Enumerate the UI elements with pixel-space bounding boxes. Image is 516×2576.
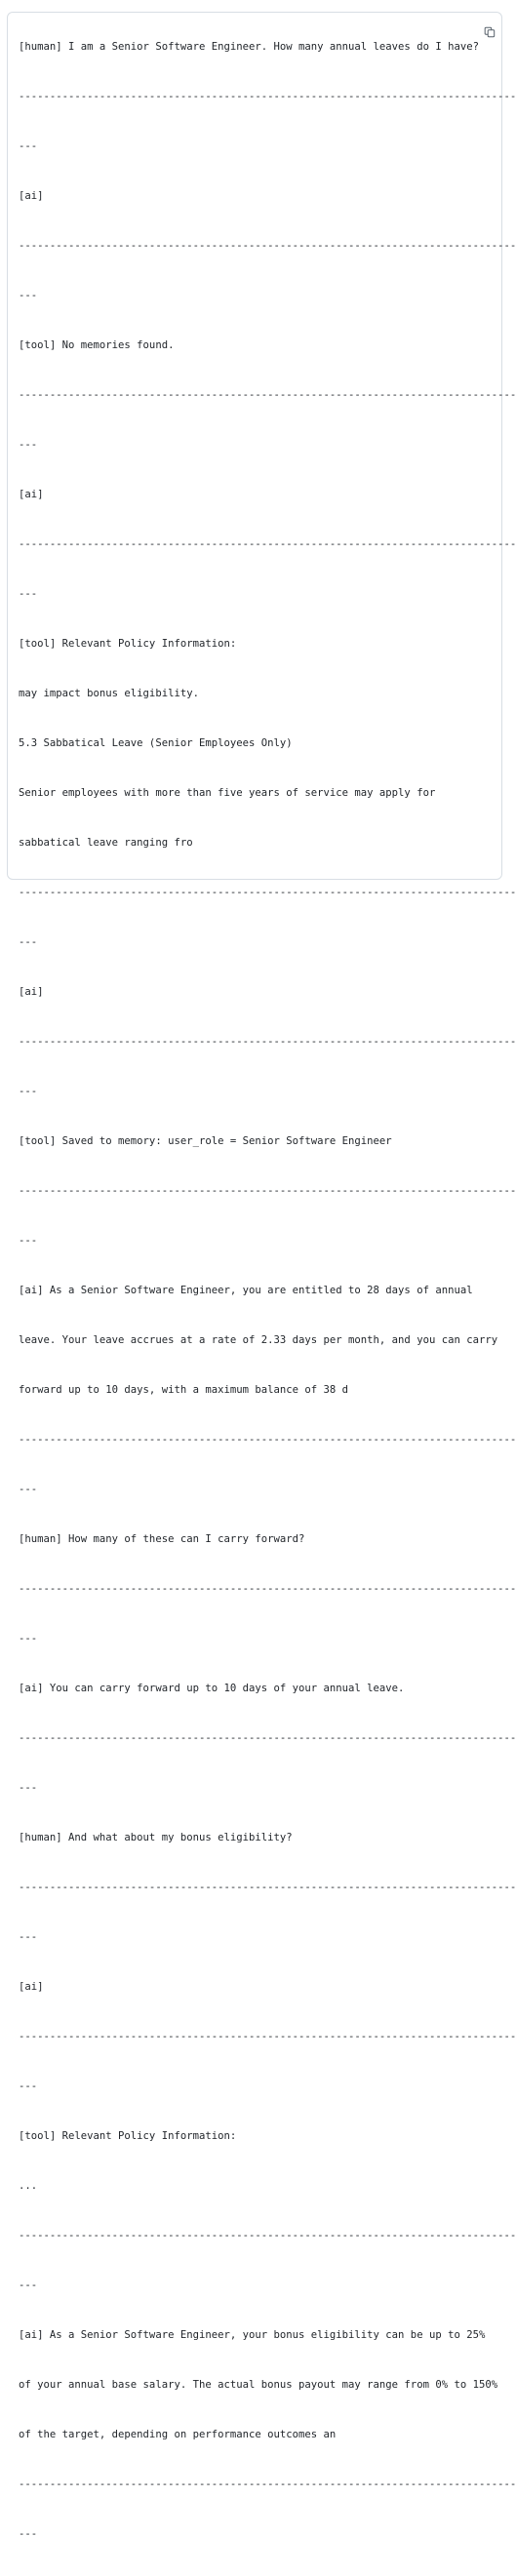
- log-line: [ai] You can carry forward up to 10 days of your annual leave.: [19, 1683, 405, 1694]
- log-line: [ai] As a Senior Software Engineer, you are entitled to 28 days of annual: [19, 1285, 473, 1296]
- log-line: --------------------------------------------------------------------------------: [19, 538, 516, 550]
- log-line: ---: [19, 1086, 38, 1097]
- log-line: Senior employees with more than five years of service may apply for: [19, 787, 436, 799]
- log-line: ---: [19, 1633, 38, 1645]
- log-line: [human] I am a Senior Software Engineer. How many annual leaves do I have?: [19, 41, 479, 53]
- copy-icon: [484, 26, 496, 38]
- log-line: --------------------------------------------------------------------------------: [19, 2478, 516, 2490]
- log-line: 5.3 Sabbatical Leave (Senior Employees Only): [19, 737, 293, 749]
- log-line: may impact bonus eligibility.: [19, 688, 199, 699]
- log-line: ---: [19, 2528, 38, 2540]
- log-line: ---: [19, 588, 38, 600]
- log-line: [ai]: [19, 190, 44, 202]
- log-line: ---: [19, 2279, 38, 2291]
- log-line: --------------------------------------------------------------------------------: [19, 1434, 516, 1446]
- log-line: sabbatical leave ranging fro: [19, 837, 193, 849]
- log-line: ---: [19, 1931, 38, 1943]
- log-line: ...: [19, 2180, 38, 2192]
- log-line: ---: [19, 439, 38, 451]
- log-line: --------------------------------------------------------------------------------: [19, 1185, 516, 1197]
- log-line: ---: [19, 290, 38, 301]
- log-line: --------------------------------------------------------------------------------: [19, 1732, 516, 1744]
- log-line: ---: [19, 2081, 38, 2092]
- log-line: --------------------------------------------------------------------------------: [19, 1583, 516, 1595]
- code-output-panel: [7, 12, 516, 2540]
- log-line: of your annual base salary. The actual bonus payout may range from 0% to 150%: [19, 2379, 498, 2391]
- log-line: [ai] As a Senior Software Engineer, your bonus eligibility can be up to 25%: [19, 2329, 486, 2341]
- log-line: [ai]: [19, 986, 44, 998]
- log-line: [human] And what about my bonus eligibility?: [19, 1832, 293, 1843]
- log-line: ---: [19, 1235, 38, 1247]
- log-line: ---: [19, 1782, 38, 1794]
- log-line: [tool] Saved to memory: user_role = Senior Software Engineer: [19, 1135, 392, 1147]
- log-line: --------------------------------------------------------------------------------: [19, 1882, 516, 1893]
- log-line: --------------------------------------------------------------------------------: [19, 2230, 516, 2241]
- log-line: [human] How many of these can I carry forward?: [19, 1533, 305, 1545]
- log-line: [tool] Relevant Policy Information:: [19, 638, 237, 650]
- log-line: [tool] Relevant Policy Information:: [19, 2130, 237, 2142]
- log-line: --------------------------------------------------------------------------------: [19, 389, 516, 401]
- conversation-log[interactable]: [8, 22, 516, 2576]
- log-line: --------------------------------------------------------------------------------: [19, 240, 516, 252]
- copy-button[interactable]: [479, 22, 498, 42]
- log-line: ---: [19, 936, 38, 948]
- log-line: [tool] No memories found.: [19, 339, 175, 351]
- log-line: ---: [19, 1484, 38, 1495]
- log-line: --------------------------------------------------------------------------------: [19, 1036, 516, 1048]
- log-line: forward up to 10 days, with a maximum balance of 38 d: [19, 1384, 349, 1396]
- log-line: of the target, depending on performance outcomes an: [19, 2429, 337, 2440]
- log-line: [ai]: [19, 489, 44, 500]
- log-line: [ai]: [19, 1981, 44, 1993]
- log-line: --------------------------------------------------------------------------------: [19, 2031, 516, 2042]
- log-line: ---: [19, 140, 38, 152]
- log-line: --------------------------------------------------------------------------------: [19, 91, 516, 102]
- log-line: --------------------------------------------------------------------------------: [19, 887, 516, 898]
- log-line: leave. Your leave accrues at a rate of 2.33 days per month, and you can carry: [19, 1334, 498, 1346]
